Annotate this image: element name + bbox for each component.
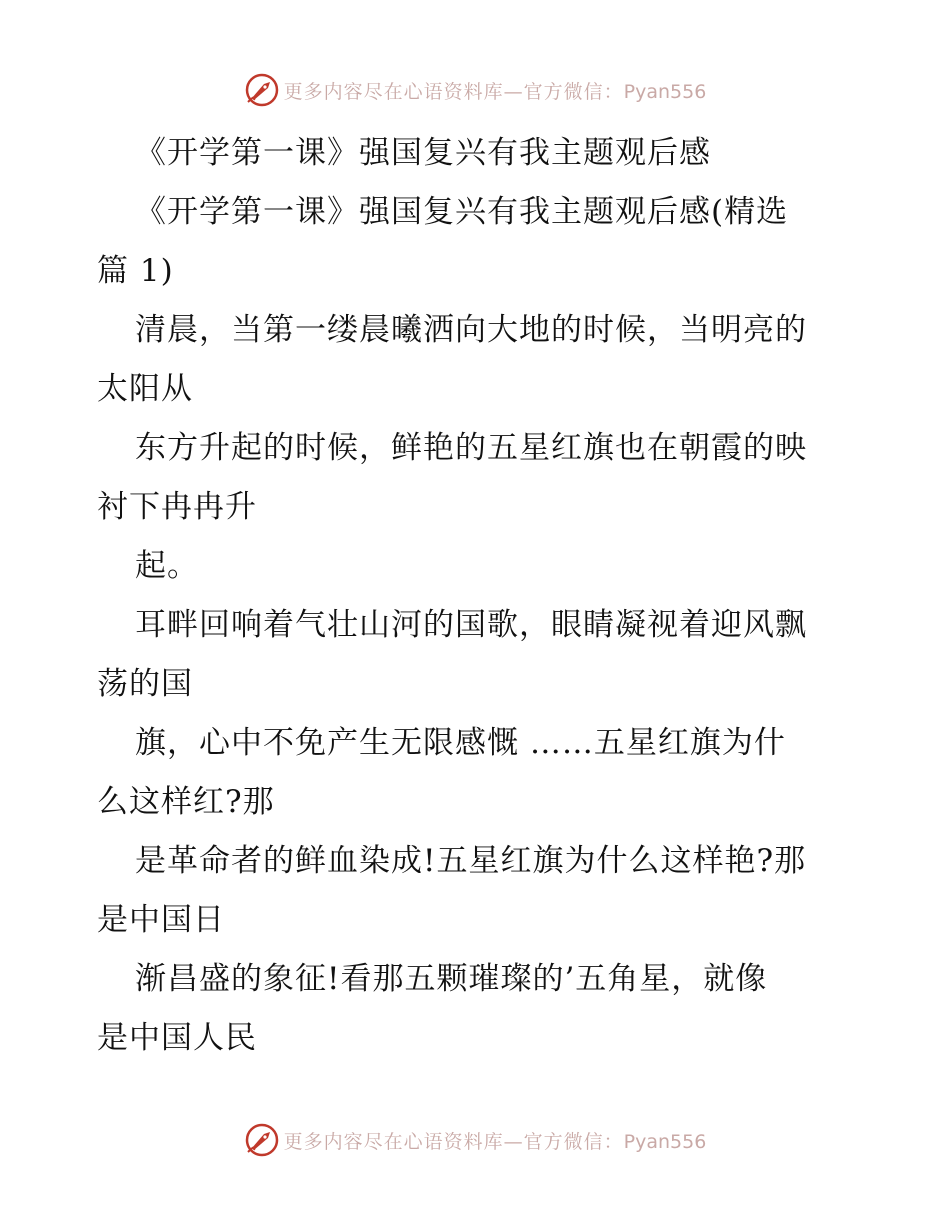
wechat-id: Pyan556 (623, 80, 707, 103)
pen-nib-logo-icon (244, 72, 280, 108)
document-title: 《开学第一课》强国复兴有我主题观后感 (135, 135, 711, 171)
text-line: 荡的国 (97, 666, 193, 702)
text-line: 是革命者的鲜血染成!五星红旗为什么这样艳?那 (135, 843, 807, 879)
text-line: 是中国人民 (97, 1020, 257, 1056)
pen-nib-logo-icon (244, 1122, 280, 1158)
footer-banner (0, 1118, 950, 1162)
text-line: 清晨，当第一缕晨曦洒向大地的时候，当明亮的 (135, 312, 807, 348)
text-line: 旗，心中不免产生无限感慨 ……五星红旗为什 (135, 725, 786, 761)
text-line: 渐昌盛的象征!看那五颗璀璨的’五角星，就像 (135, 961, 768, 997)
banner-text: 更多内容尽在心语资料库—官方微信：Pyan556 (283, 1130, 707, 1153)
header-banner (0, 68, 950, 112)
wechat-id: Pyan556 (623, 1130, 707, 1153)
text-line: 篇 1) (97, 253, 174, 289)
banner-text: 更多内容尽在心语资料库—官方微信：Pyan556 (283, 80, 707, 103)
document-body (97, 124, 857, 1068)
text-line: 《开学第一课》强国复兴有我主题观后感(精选 (135, 194, 789, 230)
text-line: 起。 (135, 548, 199, 584)
text-line: 太阳从 (97, 371, 193, 407)
text-line: 衬下冉冉升 (97, 489, 257, 525)
text-line: 耳畔回响着气壮山河的国歌，眼睛凝视着迎风飘 (135, 607, 807, 643)
text-line: 么这样红?那 (97, 784, 275, 820)
text-line: 东方升起的时候，鲜艳的五星红旗也在朝霞的映 (135, 430, 807, 466)
text-line: 是中国日 (97, 902, 225, 938)
